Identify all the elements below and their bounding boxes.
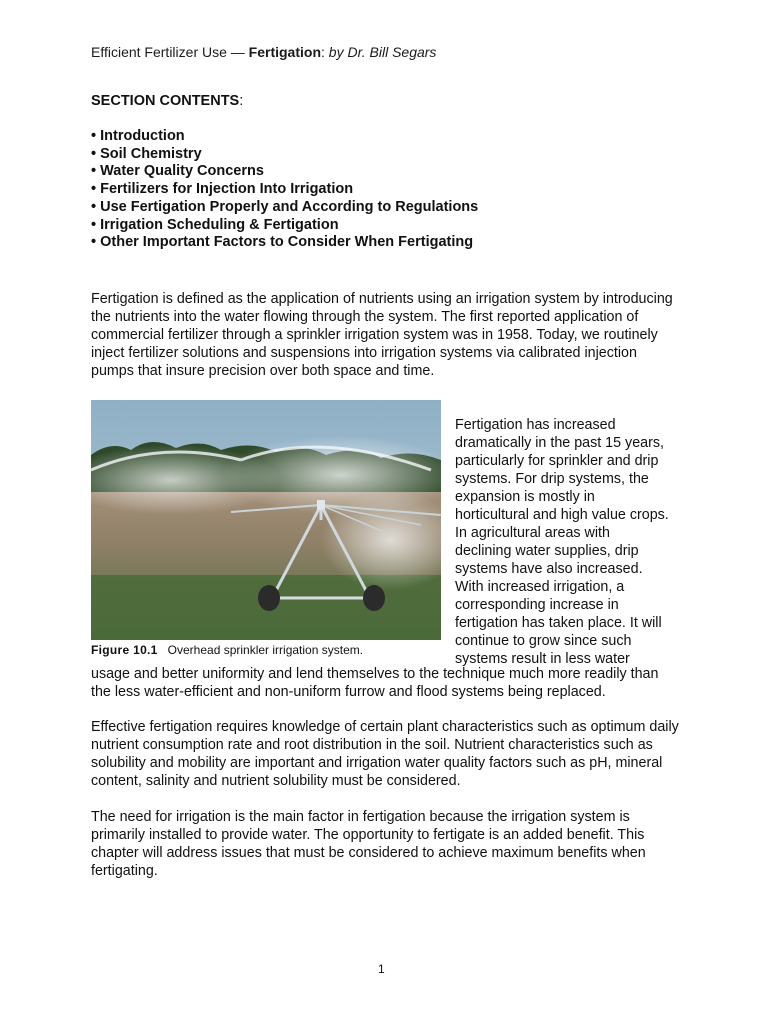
paragraph-definition: Fertigation is defined as the application of nutrients using an irrigation system by introducing the nutrients into the water flowing through the system. The first reported application of commercial fertilizer through a sprinkler irrigation system was in 1958. Today, we routinely inject fertilizer solutions and suspensions into irrigation systems via calibrated injection pumps that insure precision over both space and time.	[91, 291, 673, 379]
header-colon: :	[321, 44, 329, 60]
toc-item-regulations[interactable]: • Use Fertigation Properly and According to Regulations	[91, 198, 479, 215]
toc-item-soil-chemistry[interactable]: • Soil Chemistry	[91, 145, 202, 162]
page-number: 1	[378, 962, 385, 976]
figure-label: Figure 10.1	[91, 643, 158, 657]
toc-item-other-factors[interactable]: • Other Important Factors to Consider When Fertigating	[91, 234, 474, 251]
toc-item-water-quality[interactable]: • Water Quality Concerns	[91, 163, 264, 180]
section-contents-list	[91, 128, 478, 252]
section-contents-title	[91, 93, 243, 109]
figure-irrigation-photo	[91, 400, 441, 640]
header-prefix: Efficient Fertilizer Use —	[91, 44, 249, 60]
paragraph-growth-continued: usage and better uniformity and lend themselves to the technique much more readily than the less water-efficient and non-uniform furrow and flood systems being replaced.	[91, 666, 659, 700]
sprinkler-photo-image	[91, 400, 441, 640]
figure-caption-text: Overhead sprinkler irrigation system.	[167, 643, 364, 657]
toc-item-scheduling[interactable]: • Irrigation Scheduling & Fertigation	[91, 216, 339, 233]
paragraph-plant-characteristics: Effective fertigation requires knowledge of certain plant characteristics such as optimum daily nutrient consumption rate and root distribution in the soil. Nutrient characteristics such as solubility and mobility are important and irrigation water quality factors such as pH, mineral content, salinity and nutrient solubility must be considered.	[91, 719, 679, 789]
header-topic: Fertigation	[248, 44, 322, 60]
paragraph-growth-wrapped: Fertigation has increased dramatically in the past 15 years, particularly for sprinkler and drip systems. For drip systems, the expansion is mostly in horticultural and high value crops. In agricultural areas with declining water supplies, drip systems have also increased. With increased irrigation, a corresponding increase in fertigation has taken place. It will continue to grow since such systems result in less water	[455, 417, 669, 667]
figure-caption	[91, 643, 363, 657]
section-title-colon: :	[239, 93, 244, 109]
page-header	[91, 44, 436, 60]
toc-item-fertilizers-injection[interactable]: • Fertilizers for Injection Into Irrigation	[91, 181, 354, 198]
section-title-text: SECTION CONTENTS	[91, 93, 240, 109]
paragraph-need-for-irrigation: The need for irrigation is the main factor in fertigation because the irrigation system is primarily installed to provide water. The opportunity to fertigate is an added benefit. This chapter will address issues that must be considered to achieve maximum benefits when fertigating.	[91, 809, 646, 879]
header-author: by Dr. Bill Segars	[328, 44, 437, 60]
toc-item-introduction[interactable]: • Introduction	[91, 128, 185, 144]
